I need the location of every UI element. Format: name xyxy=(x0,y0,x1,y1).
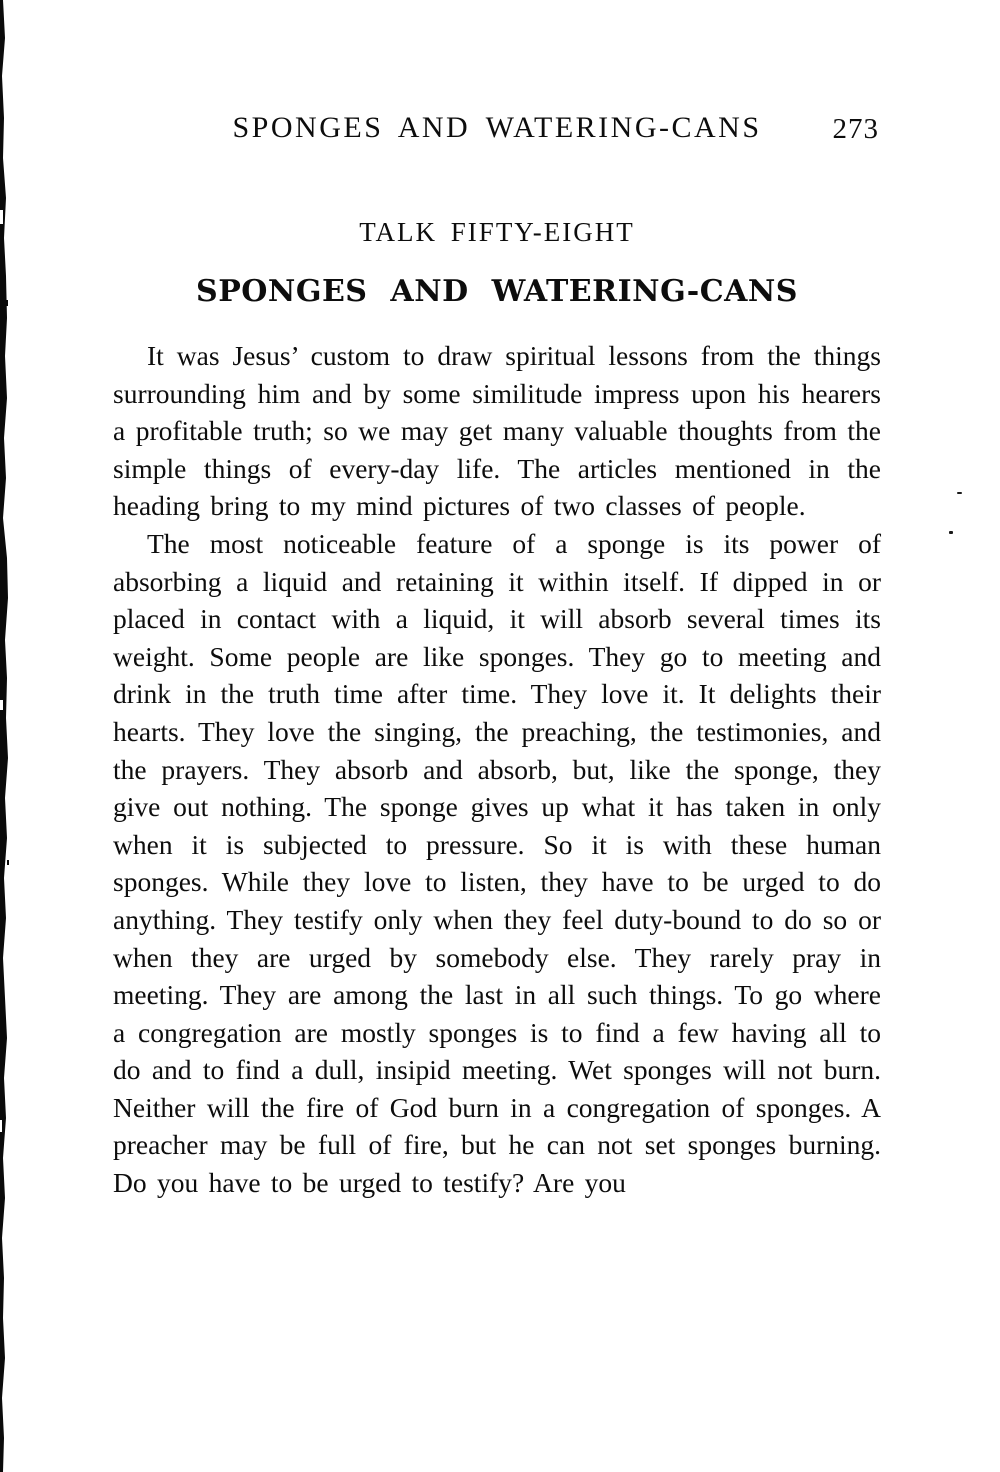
talk-heading: TALK FIFTY-EIGHT xyxy=(359,217,635,247)
paragraph-opening: It was Jesus’ custom to draw spiritual lessons from the things surrounding him and by some similitude impress upon his hearers a profitable truth; so we may get many valuable thoughts from the simple things of every-day life. The articles mentioned in the heading bring to my mind pictures of two classes of people. xyxy=(113,340,881,522)
page-number: 273 xyxy=(832,113,879,145)
scan-binding-edge xyxy=(0,0,12,1472)
paragraph-sponges: The most noticeable feature of a sponge is its power of absorbing a liquid and retaining it within itself. If dipped in or placed in contact with a liquid, it will absorb several times its weight. Some people are like sponges. They go to meeting and drink in the truth time after time. They love it. It delights their hearts. They love the singing, the preaching, the testimonies, and the prayers. They absorb and absorb, but, like the sponge, they give out nothing. The sponge gives up what it has taken in only when it is subjected to pressure. So it is with these human sponges. While they love to listen, they have to be urged to do anything. They testify only when they feel duty-bound to do so or when they are urged by somebody else. They rarely pray in meeting. They are among the last in all such things. To go where a congregation are mostly sponges is to find a few having all to do and to find a dull, insipid meeting. Wet sponges will not burn. Neither will the fire of God burn in a congregation of sponges. A preacher may be full of fire, but he can not set sponges burning. Do you have to be urged to testify? Are you xyxy=(113,527,881,1199)
running-header xyxy=(113,111,881,146)
scan-speck xyxy=(949,531,953,534)
running-header-title: SPONGES AND WATERING-CANS xyxy=(232,111,762,144)
scan-speck xyxy=(957,492,962,494)
chapter-title: SPONGES AND WATERING-CANS xyxy=(196,274,798,309)
body-text xyxy=(113,337,881,1202)
